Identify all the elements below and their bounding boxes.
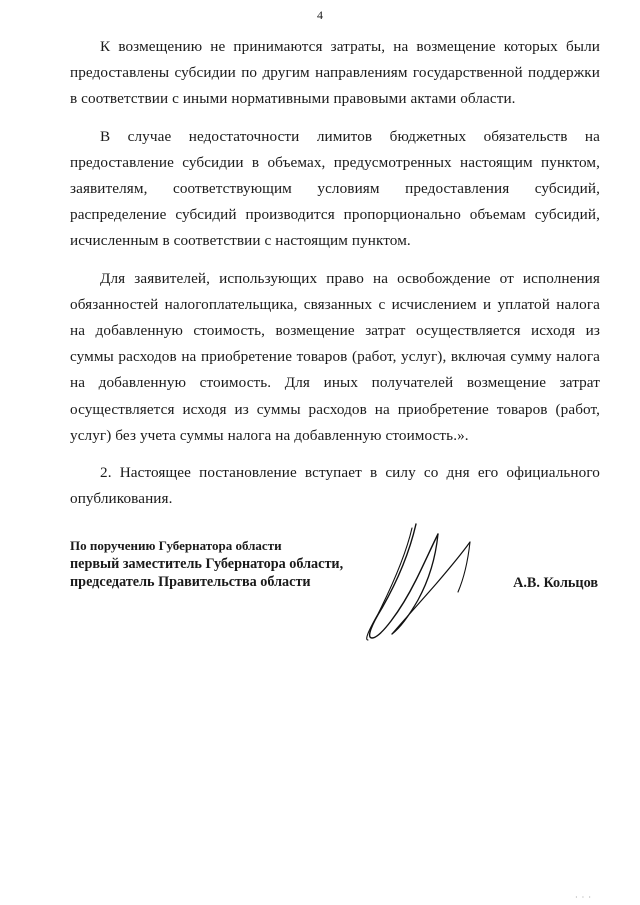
signatory-name: А.В. Кольцов [513, 575, 598, 591]
scan-mark: · · · [575, 893, 592, 902]
signature-authority-line: По поручению Губернатора области [70, 538, 282, 553]
paragraph-exclusions: К возмещению не принимаются затраты, на возмещение которых были предоставлены субсидии по другим направлениям государственной поддержки в соответствии с иными нормативными правовыми актами области. [70, 38, 600, 108]
signature-title-line: председатель Правительства области [70, 574, 311, 590]
page-number: 4 [317, 8, 323, 22]
signature-block [70, 538, 600, 648]
paragraph-effective-date: 2. Настоящее постановление вступает в силу со дня его официального опубликования. [70, 464, 600, 508]
document-body [70, 34, 600, 523]
handwritten-signature [352, 520, 482, 646]
paragraph-insufficient-limits: В случае недостаточности лимитов бюджетных обязательств на предоставление субсидии в объемах, предусмотренных настоящим пунктом, заявителям, соответствующим условиям предоставления субсидий, распределение субсидий производится пропорционально объемам субсидий, исчисленным в соответствии с настоящим пунктом. [70, 127, 600, 250]
paragraph-vat: Для заявителей, использующих право на освобождение от исполнения обязанностей налогоплательщика, связанных с исчислением и уплатой налога на добавленную стоимость, возмещение затрат осуществляется исходя из суммы расходов на приобретение товаров (работ, услуг), включая сумму налога на добавленную стоимость. Для иных получателей возмещение затрат осуществляется исходя из суммы расходов на приобретение товаров (работ, услуг) без учета суммы налога на добавленную стоимость.». [70, 269, 600, 444]
signature-position-line: первый заместитель Губернатора области, [70, 556, 344, 572]
